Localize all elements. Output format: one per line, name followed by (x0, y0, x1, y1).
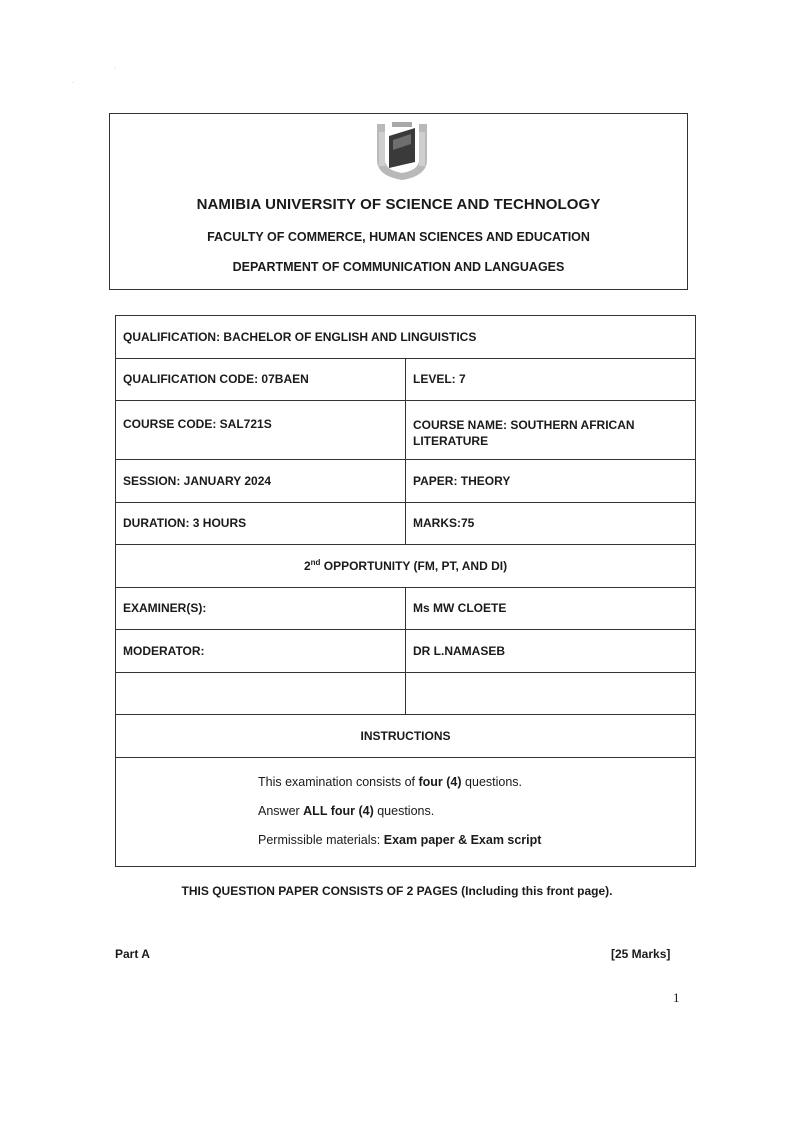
table-row (116, 502, 696, 545)
exam-details-table (115, 315, 696, 867)
opportunity-number: 2 (303, 559, 311, 574)
empty-cell (116, 672, 406, 715)
table-row (116, 460, 696, 503)
scan-speck: · (72, 80, 74, 86)
table-row (116, 715, 696, 758)
table-row (116, 316, 696, 359)
table-row (116, 358, 696, 401)
course-name-cell: COURSE NAME: SOUTHERN AFRICAN LITERATURE (406, 401, 696, 460)
opportunity-text: OPPORTUNITY (FM, PT, AND DI) (320, 559, 508, 574)
table-row (116, 587, 696, 630)
table-row (116, 401, 696, 460)
page-count-note: THIS QUESTION PAPER CONSISTS OF 2 PAGES (Including this front page). (181, 884, 613, 898)
part-heading: Part A (115, 947, 150, 961)
part-marks: [25 Marks] (611, 947, 671, 961)
opportunity-suffix: nd (310, 558, 321, 568)
session-cell: SESSION: JANUARY 2024 (116, 460, 406, 503)
university-logo-icon (369, 120, 435, 182)
empty-cell (406, 672, 696, 715)
paper-cell: PAPER: THEORY (406, 460, 696, 503)
moderator-label: MODERATOR: (116, 630, 406, 673)
table-row (116, 630, 696, 673)
instructions-body (116, 757, 696, 866)
opportunity-cell (116, 545, 696, 588)
qualification-code-cell: QUALIFICATION CODE: 07BAEN (116, 358, 406, 401)
scan-speck: · (114, 66, 116, 72)
table-row (116, 672, 696, 715)
level-cell: LEVEL: 7 (406, 358, 696, 401)
instruction-line: Permissible materials: Exam paper & Exam script (258, 832, 542, 847)
university-name: NAMIBIA UNIVERSITY OF SCIENCE AND TECHNOLOGY (196, 196, 601, 213)
table-row (116, 757, 696, 866)
marks-cell: MARKS:75 (406, 502, 696, 545)
instructions-heading: INSTRUCTIONS (116, 715, 696, 758)
page-number: 1 (673, 990, 680, 1005)
examiner-value: Ms MW CLOETE (406, 587, 696, 630)
department-name: DEPARTMENT OF COMMUNICATION AND LANGUAGES (232, 260, 565, 274)
header-box (109, 113, 688, 290)
instruction-line: Answer ALL four (4) questions. (258, 803, 435, 818)
instruction-line: This examination consists of four (4) questions. (258, 774, 523, 789)
moderator-value: DR L.NAMASEB (406, 630, 696, 673)
duration-cell: DURATION: 3 HOURS (116, 502, 406, 545)
qualification-cell: QUALIFICATION: BACHELOR OF ENGLISH AND LINGUISTICS (116, 316, 696, 359)
examiner-label: EXAMINER(S): (116, 587, 406, 630)
course-code-cell: COURSE CODE: SAL721S (116, 401, 406, 460)
faculty-name: FACULTY OF COMMERCE, HUMAN SCIENCES AND EDUCATION (207, 230, 590, 244)
table-row (116, 545, 696, 588)
